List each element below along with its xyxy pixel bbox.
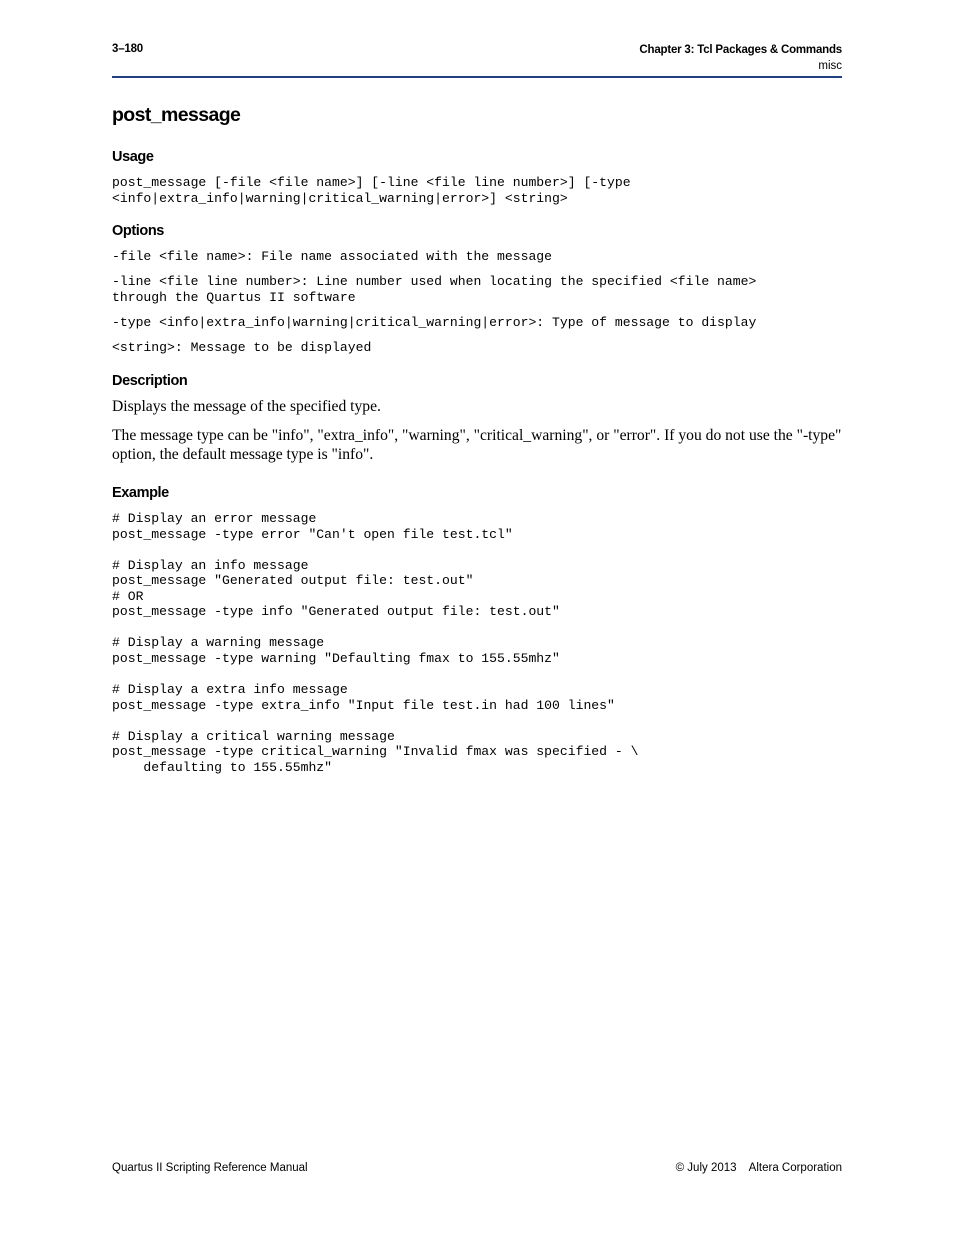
description-paragraph-2: The message type can be "info", "extra_info", "warning", "critical_warning", or "error". If you do not use the "-type" option, the default message type is "info". — [112, 427, 842, 463]
description-heading: Description — [112, 373, 188, 389]
example-heading: Example — [112, 485, 169, 501]
code-line: # Display a critical warning message — [112, 728, 395, 744]
code-line — [112, 542, 638, 558]
section-name: misc — [818, 59, 842, 72]
footer-manual-title: Quartus II Scripting Reference Manual — [112, 1162, 308, 1174]
code-line: post_message -type extra_info "Input file test.in had 100 lines" — [112, 697, 615, 713]
page-number: 3–180 — [112, 43, 143, 55]
option-string: <string>: Message to be displayed — [112, 340, 372, 355]
example-code-block — [112, 511, 638, 775]
option-file: -file <file name>: File name associated with the message — [112, 249, 553, 264]
header-rule — [112, 76, 842, 78]
option-type: -type <info|extra_info|warning|critical_warning|error>: Type of message to display — [112, 315, 757, 330]
page-title: post_message — [112, 104, 241, 126]
code-line: post_message "Generated output file: test.out" — [112, 573, 474, 589]
footer-copyright: © July 2013 Altera Corporation — [675, 1162, 842, 1174]
code-line: post_message -type info "Generated output file: test.out" — [112, 604, 560, 620]
options-heading: Options — [112, 223, 164, 239]
running-header — [639, 43, 842, 74]
option-line-2: through the Quartus II software — [112, 289, 356, 305]
code-line: # Display an info message — [112, 557, 309, 573]
description-paragraph-1: Displays the message of the specified type. — [112, 398, 381, 415]
chapter-title: Chapter 3: Tcl Packages & Commands — [639, 44, 842, 56]
code-line: # Display a warning message — [112, 635, 325, 651]
usage-heading: Usage — [112, 149, 154, 165]
code-line: post_message -type warning "Defaulting fmax to 155.55mhz" — [112, 650, 560, 666]
code-line: # OR — [112, 588, 144, 604]
code-line: # Display a extra info message — [112, 682, 348, 698]
code-line: post_message -type error "Can't open file test.tcl" — [112, 526, 513, 542]
usage-line-1: post_message [-file <file name>] [-line <file line number>] [-type — [112, 175, 631, 190]
code-line: post_message -type critical_warning "Invalid fmax was specified - \ — [112, 744, 639, 760]
code-line: # Display an error message — [112, 511, 317, 526]
document-page — [112, 0, 842, 1235]
code-line — [112, 666, 638, 682]
usage-line-2: <info|extra_info|warning|critical_warning|error>] <string> — [112, 190, 568, 206]
code-line: defaulting to 155.55mhz" — [112, 759, 333, 775]
code-line — [112, 713, 638, 729]
option-line-1: -line <file line number>: Line number used when locating the specified <file name> — [112, 274, 757, 289]
code-line — [112, 620, 638, 636]
